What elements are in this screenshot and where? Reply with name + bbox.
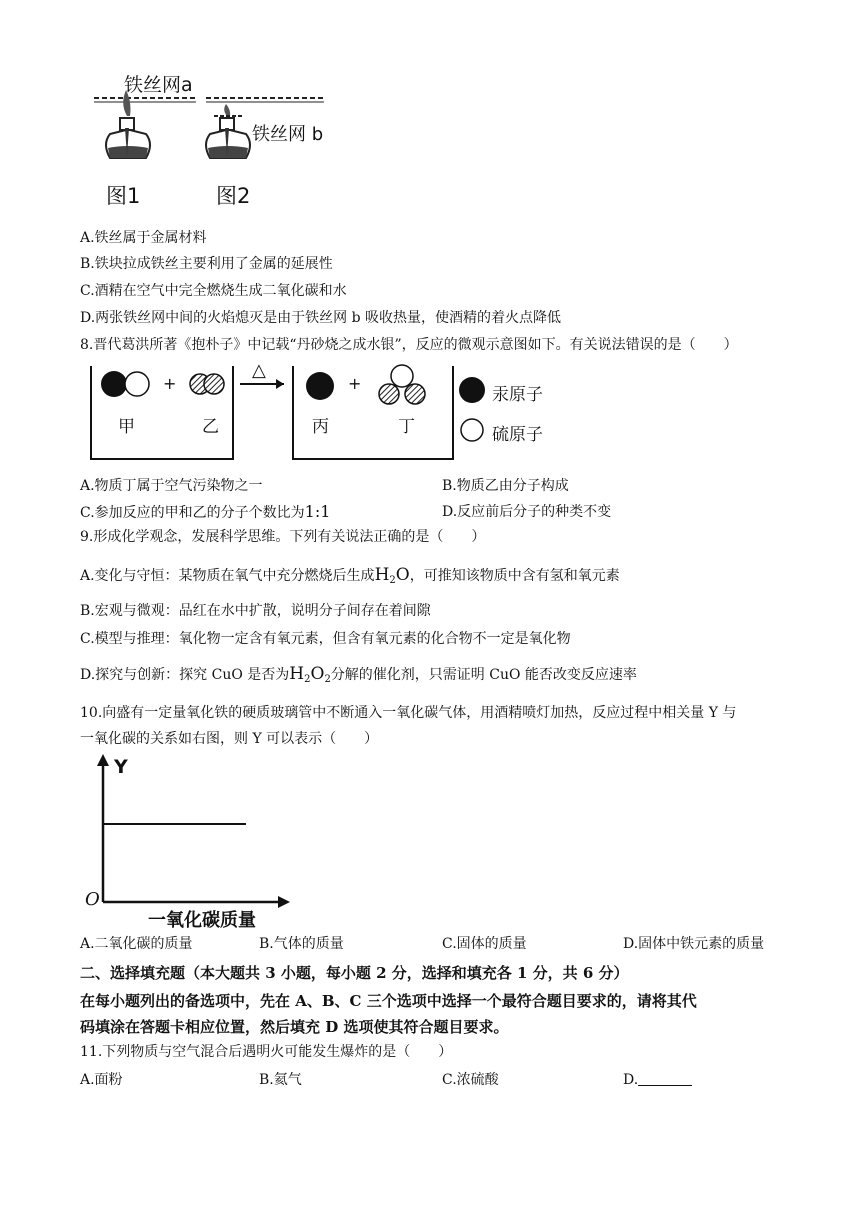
q10-option-c: C.固体的质量 [442, 936, 527, 952]
formula-h: H [289, 664, 305, 684]
answer-blank[interactable] [638, 1071, 692, 1086]
label-wire-mesh-b: 铁丝网 b [252, 124, 324, 145]
q8-option-c-text: C.参加反应的甲和乙的分子个数比为 [80, 505, 305, 521]
q10-option-b: B.气体的质量 [259, 936, 344, 952]
formula-sub: 2 [304, 674, 311, 685]
graph-x-label: 一氧化碳质量 [148, 910, 256, 931]
reaction-condition-heat: △ [252, 360, 266, 381]
q8-option-a: A.物质丁属于空气污染物之一 [80, 478, 263, 494]
q9-option-c: C.模型与推理：氧化物一定含有氧元素，但含有氧元素的化合物不一定是氧化物 [80, 631, 571, 647]
section-instructions-line2: 码填涂在答题卡相应位置，然后填充 D 选项使其符合题目要求。 [80, 1018, 509, 1036]
legend-sulfur-label: 硫原子 [492, 425, 543, 445]
q7-option-b: B.铁块拉成铁丝主要利用了金属的延展性 [80, 256, 333, 272]
label-bing: 丙 [312, 417, 329, 437]
q8-option-d: D.反应前后分子的种类不变 [442, 504, 612, 520]
legend-sulfur-icon [461, 419, 483, 441]
q9-option-a-post: ，可推知该物质中含有氢和氧元素 [409, 568, 620, 584]
q8-stem: 8.晋代葛洪所著《抱朴子》中记载“丹砂烧之成水银”，反应的微观示意图如下。有关说法错误的是（ ） [80, 337, 738, 353]
formula-sub: 2 [389, 575, 396, 586]
y-axis-arrow-icon [97, 754, 109, 766]
formula-o: O [395, 565, 410, 585]
mercury-atom-icon [306, 372, 334, 400]
label-yi: 乙 [202, 417, 219, 437]
plus-sign: + [163, 374, 177, 393]
graph-y-label: Y [114, 756, 128, 778]
q10-stem-line2: 一氧化碳的关系如右图，则 Y 可以表示（ ） [80, 731, 379, 747]
q8-option-b: B.物质乙由分子构成 [442, 478, 569, 494]
q9-option-a-pre: A.变化与守恒：某物质在氧气中充分燃烧后生成 [80, 568, 375, 584]
q9-option-d-pre: D.探究与创新：探究 CuO 是否为 [80, 667, 290, 683]
label-jia: 甲 [118, 417, 135, 437]
formula-sub: 2 [324, 674, 331, 685]
q11-option-d [623, 1070, 692, 1090]
q11-option-b: B.氦气 [259, 1072, 302, 1088]
x-axis-arrow-icon [278, 896, 290, 908]
q9-stem: 9.形成化学观念，发展科学思维。下列有关说法正确的是（ ） [80, 529, 486, 545]
q9-option-a [80, 565, 620, 591]
q7-option-a: A.铁丝属于金属材料 [80, 230, 207, 246]
section-instructions-line1: 在每小题列出的备选项中，先在 A、B、C 三个选项中选择一个最符合题目要求的，请将其代 [80, 992, 697, 1010]
label-fig1: 图1 [106, 184, 141, 208]
legend-mercury-icon [459, 377, 485, 403]
formula-o: O [310, 664, 325, 684]
sulfur-atom-icon [125, 372, 149, 396]
q7-option-d: D.两张铁丝网中间的火焰熄灭是由于铁丝网 b 吸收热量，使酒精的着火点降低 [80, 310, 562, 326]
q9-option-d [80, 664, 637, 690]
plus-sign: + [348, 374, 362, 393]
reaction-diagram [90, 362, 570, 472]
q9-option-d-post: 分解的催化剂，只需证明 CuO 能否改变反应速率 [330, 667, 637, 683]
legend-mercury-label: 汞原子 [492, 385, 543, 405]
formula-h2o [375, 565, 410, 585]
q7-option-c: C.酒精在空气中完全燃烧生成二氧化碳和水 [80, 283, 347, 299]
q10-option-d: D.固体中铁元素的质量 [623, 936, 765, 952]
q11-option-c: C.浓硫酸 [442, 1072, 499, 1088]
graph-origin-label: O [85, 889, 100, 910]
label-wire-mesh-a: 铁丝网a [124, 74, 193, 96]
q9-option-b: B.宏观与微观：品红在水中扩散，说明分子间存在着间隙 [80, 603, 431, 619]
formula-h2o2 [289, 664, 331, 684]
q10-option-a: A.二氧化碳的质量 [80, 936, 193, 952]
q11-stem: 11.下列物质与空气混合后遇明火可能发生爆炸的是（ ） [80, 1044, 453, 1060]
oxygen-atom-icon [405, 384, 425, 404]
section-title: 二、选择填充题（本大题共 3 小题，每小题 2 分，选择和填充各 1 分，共 6 分） [80, 964, 629, 982]
oxygen-atom-icon [204, 374, 224, 394]
label-ding: 丁 [398, 417, 415, 437]
oxygen-atom-icon [379, 384, 399, 404]
q11-option-d-label: D. [623, 1072, 639, 1088]
q10-stem-line1: 10.向盛有一定量氧化铁的硬质玻璃管中不断通入一氧化碳气体，用酒精喷灯加热，反应过程中相关量 Y 与 [80, 705, 737, 721]
q8-option-c [80, 502, 330, 523]
formula-h: H [374, 565, 390, 585]
label-fig2: 图2 [216, 184, 251, 208]
sulfur-atom-icon [391, 365, 413, 387]
q11-option-a: A.面粉 [80, 1072, 123, 1088]
q10-graph [80, 752, 300, 932]
q8-option-c-ratio: 1:1 [304, 502, 331, 521]
mercury-atom-icon [101, 371, 127, 397]
